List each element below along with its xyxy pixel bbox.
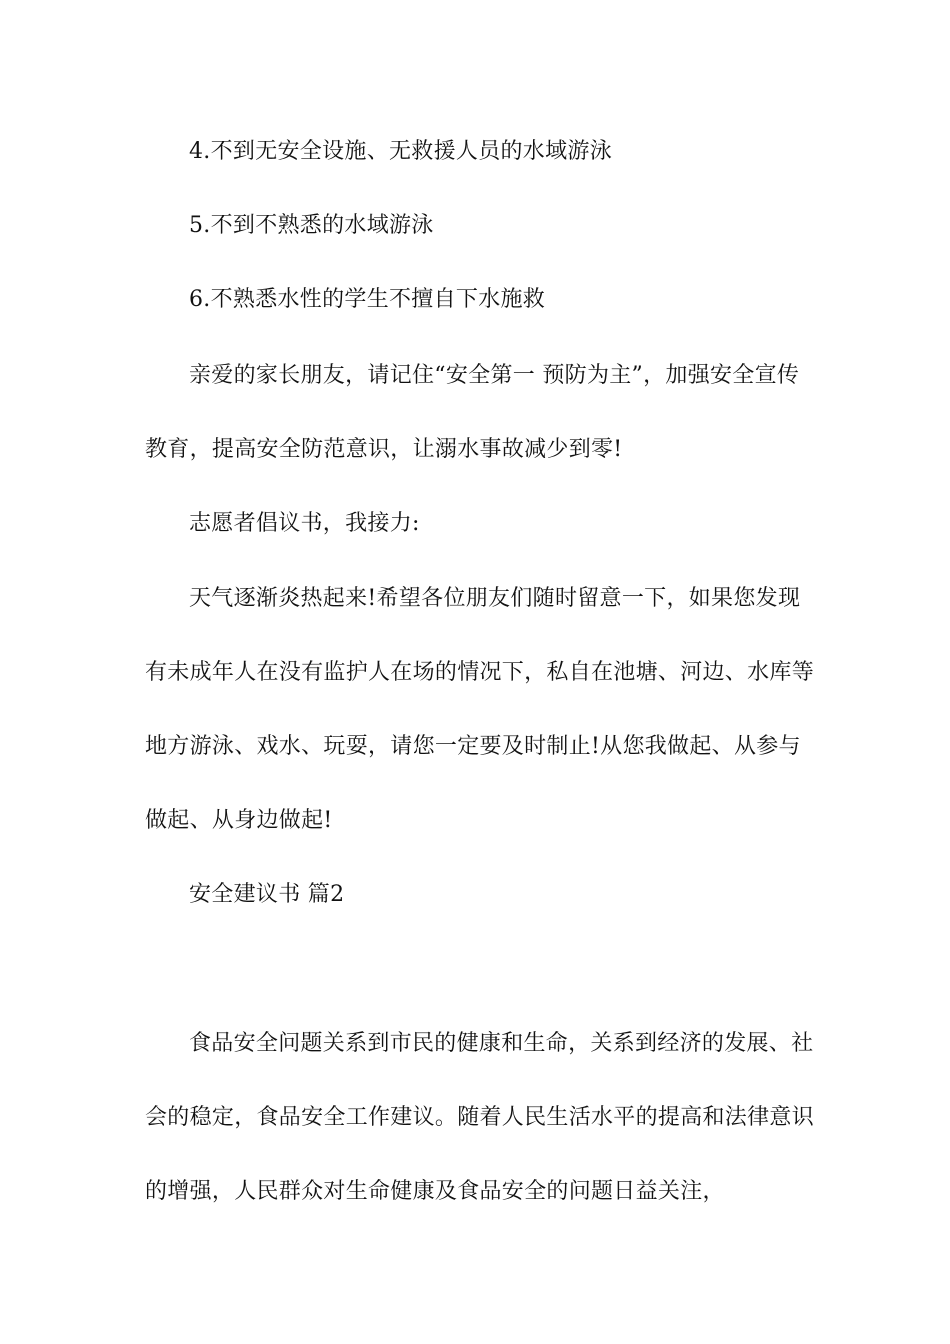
list-item-6: 6.不熟悉水性的学生不擅自下水施救 <box>189 287 546 312</box>
parent-appeal-paragraph: 亲爱的家长朋友，请记住“安全第一 预防为主”，加强安全宣传教育，提高安全防范意识，让溺水事故减少到零! <box>145 363 800 462</box>
volunteer-intro-paragraph: 志愿者倡议书，我接力: <box>189 511 420 536</box>
list-item-4: 4.不到无安全设施、无救援人员的水域游泳 <box>189 139 612 164</box>
section-heading: 安全建议书 篇2 <box>189 882 345 907</box>
weather-warning-paragraph: 天气逐渐炎热起来!希望各位朋友们随时留意一下，如果您发现有未成年人在没有监护人在场的情况下，私自在池塘、河边、水库等地方游泳、戏水、玩耍，请您一定要及时制止!从您我做起、从参与做起、从身边做起! <box>145 586 815 833</box>
list-item-5: 5.不到不熟悉的水域游泳 <box>189 213 434 238</box>
food-safety-paragraph: 食品安全问题关系到市民的健康和生命，关系到经济的发展、社会的稳定，食品安全工作建议。随着人民生活水平的提高和法律意识的增强，人民群众对生命健康及食品安全的问题日益关注， <box>145 1031 815 1204</box>
